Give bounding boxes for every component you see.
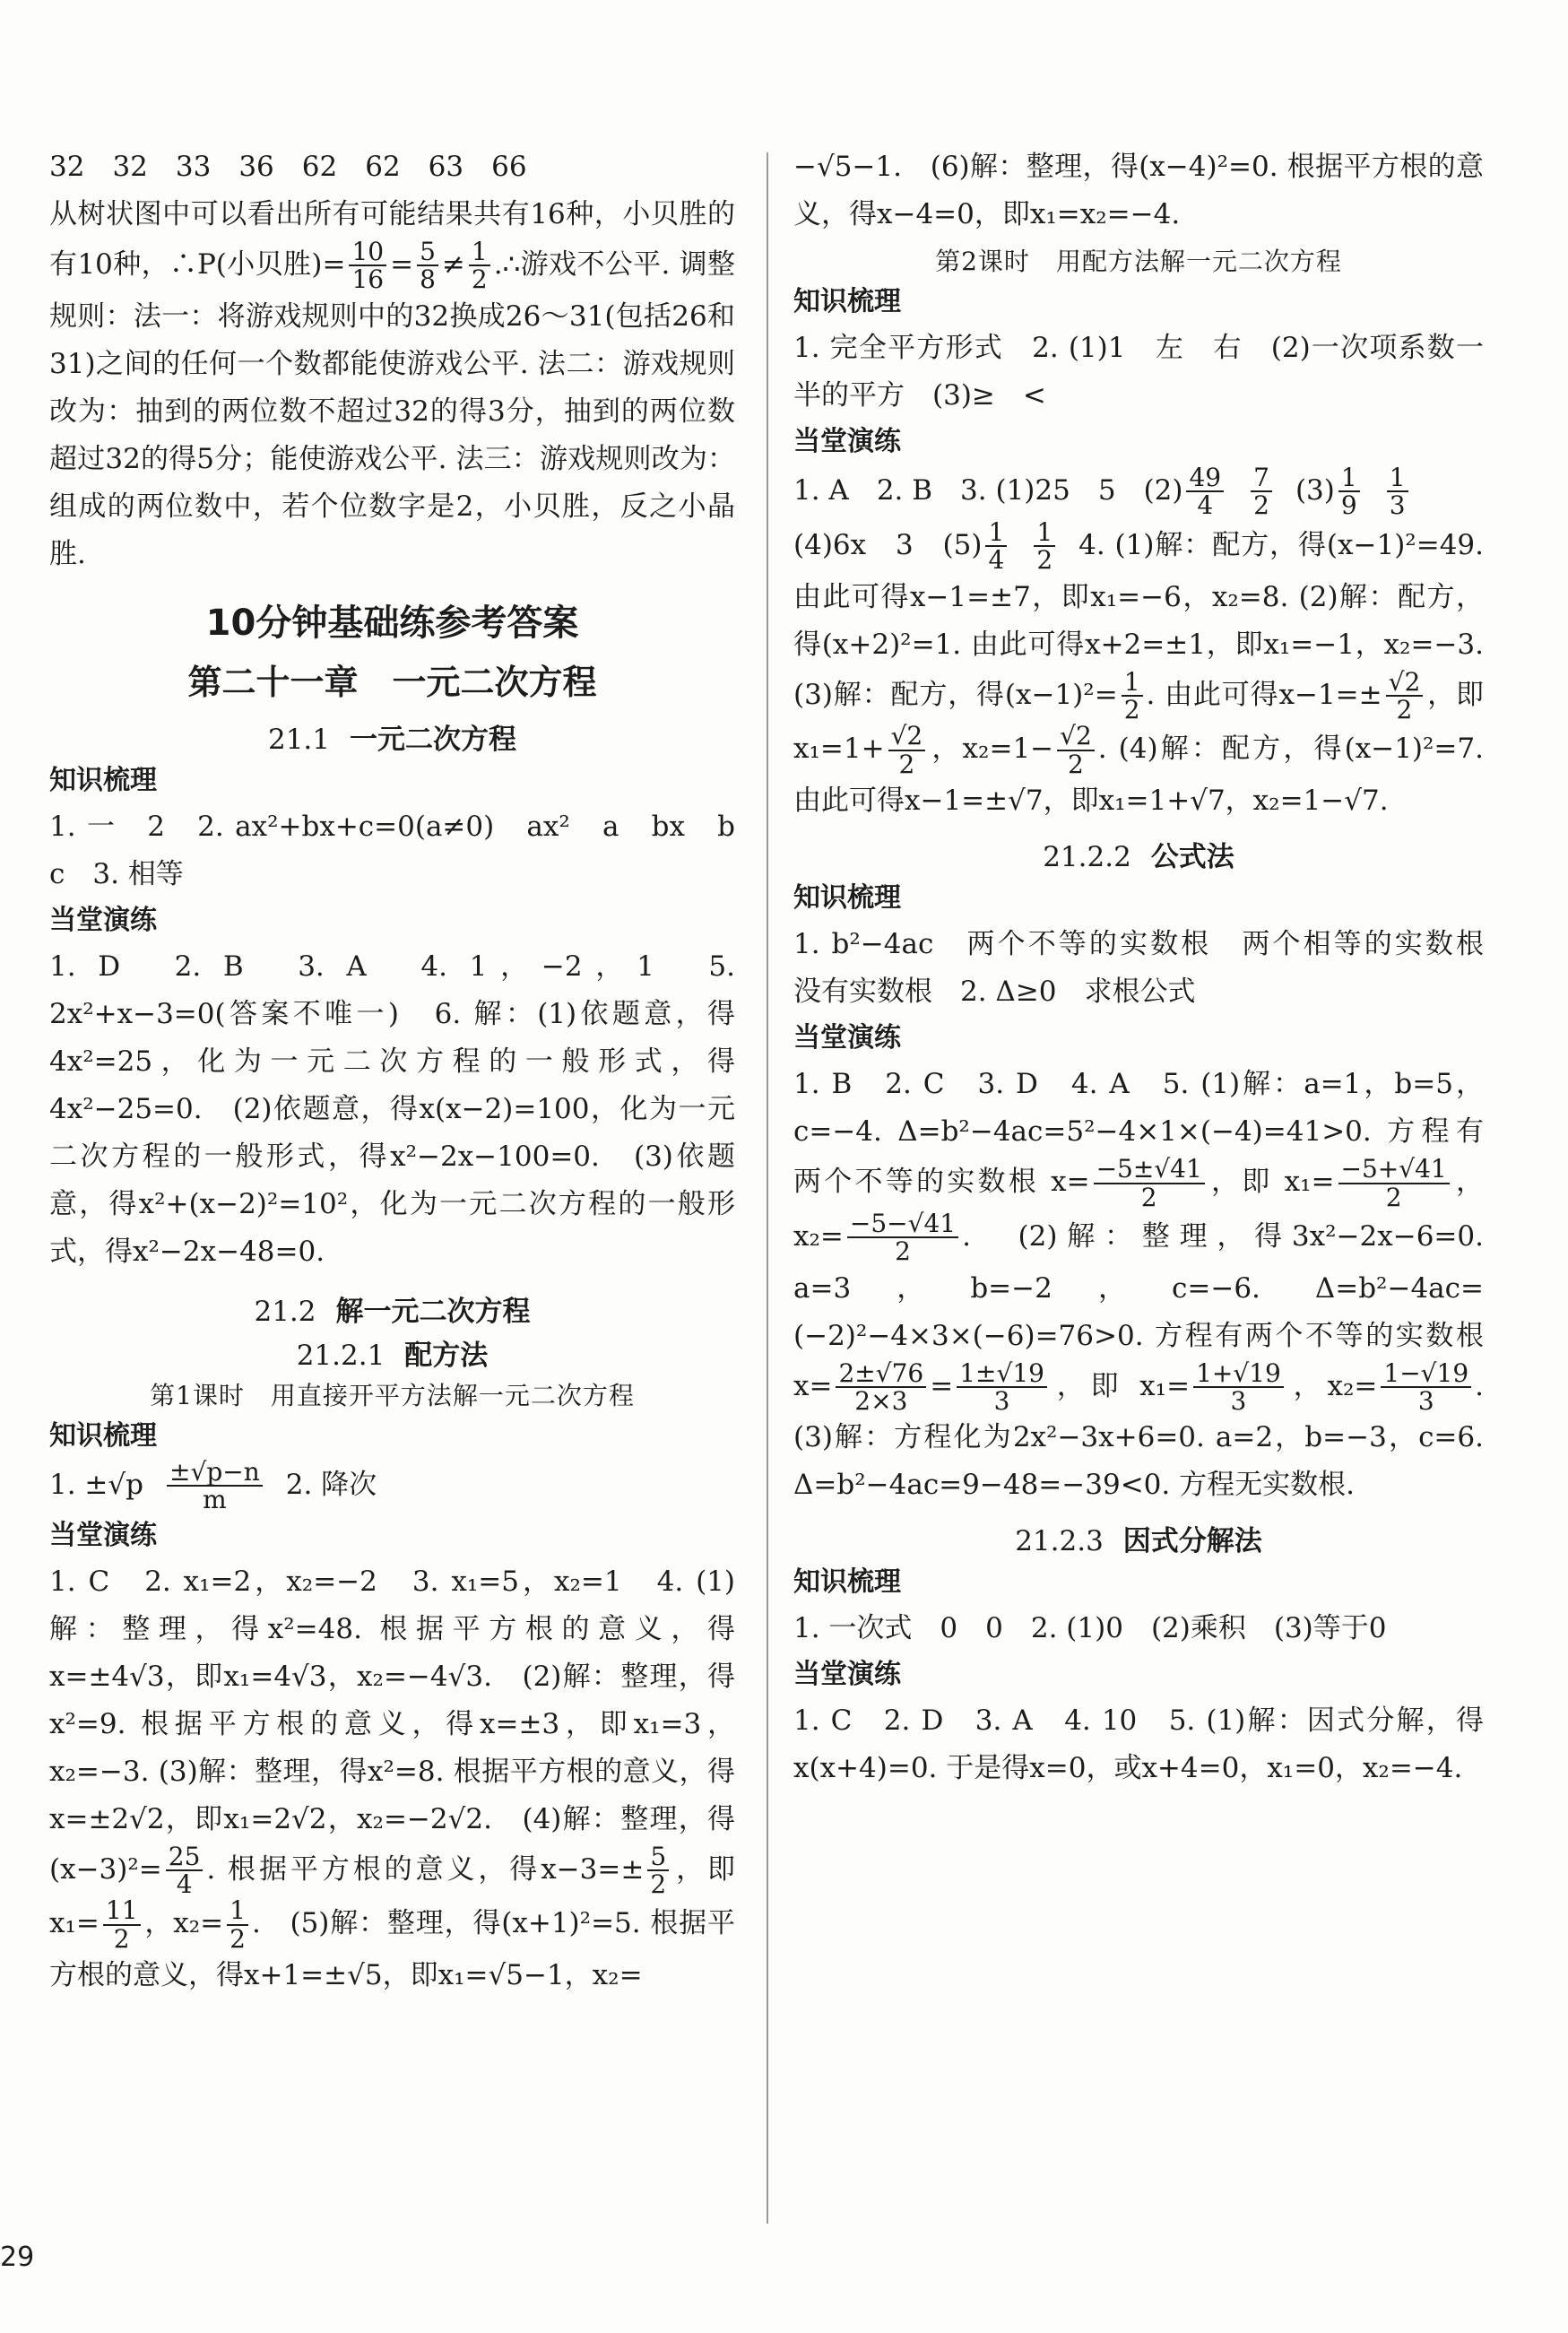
practice-tag: 当堂演练 — [49, 1519, 157, 1551]
practice-answers-21-1: 1. D 2. B 3. A 4. 1，−2，1 5. 2x²+x−3=0(答案不唯一) 6. 解：(1)依题意，得4x²=25，化为一元二次方程的一般形式，得4x²−25=0. (2)依题意，得x(x−2)=100，化为一元二次方程的一般形式，得x²−2x−100=0. (3)依题意，得x²+(x−2)²=10²，化为一元二次方程的一般形式，得x²−2x−48=0. — [49, 950, 735, 1268]
fraction: $\frac{1}{4}$ — [985, 519, 1007, 574]
fraction: $\frac{1}{3}$ — [1387, 464, 1408, 519]
game-fairness-answer: 从树状图中可以看出所有可能结果共有16种，小贝胜的有10种，∴P(小贝胜)= $\frac{10}{16}$ = $\frac{5}{8}$ ≠ $\frac{1}{2}$ .∴游戏不公平. 调整规则：法一：将游戏规则中的32换成26～31(包括26和31)之间的任何一个数都能使游戏公平. 法二：游戏规则改为：抽到的两位数不超过32的得3分，抽到的两位数超过32的得5分；能使游戏公平. 法三：游戏规则改为：组成的两位数中，若个位数字是2，小贝胜，反之小晶胜. — [49, 198, 735, 570]
knowledge-tag: 知识梳理 — [793, 882, 901, 915]
fraction: $\frac{49}{4}$ — [1186, 464, 1224, 519]
knowledge-tag: 知识梳理 — [793, 286, 901, 317]
chapter-heading: 第二十一章 一元二次方程 — [187, 662, 597, 702]
practice-tag: 当堂演练 — [793, 1022, 901, 1054]
knowledge-tag: 知识梳理 — [49, 764, 157, 796]
fraction: $\frac{-5-√41}{2}$ — [847, 1210, 958, 1265]
fraction: $\frac{√2}{2}$ — [1386, 669, 1424, 724]
fraction: $\frac{1}{2}$ — [469, 239, 490, 293]
fraction: $\frac{-5+√41}{2}$ — [1338, 1156, 1450, 1210]
fraction: $\frac{√2}{2}$ — [888, 723, 926, 777]
knowledge-answers-21-2-3: 1. 一次式 0 0 2. (1)0 (2)乘积 (3)等于0 — [793, 1612, 1387, 1645]
lesson-heading-2: 第2课时 用配方法解一元二次方程 — [935, 247, 1342, 276]
fraction: $\frac{7}{2}$ — [1251, 464, 1272, 519]
lesson-heading-1: 第1课时 用直接开平方法解一元二次方程 — [150, 1380, 635, 1410]
practice-answers-21-2-2: 1. B 2. C 3. D 4. A 5. (1)解：a=1，b=5，c=−4. Δ=b²−4ac=5²−4×1×(−4)=41>0. 方程有两个不等的实数根 x= $\frac{-5\pm√41}{2}$ ，即 x₁= $\frac{-5+√41}{2}$ ，x₂= $\frac{-5-√41}{2}$ . (2)解：整理，得3x²−2x−6=0. a=3，b=−2，c=−6. Δ=b²−4ac=(−2)²−4×3×(−6)=76>0. 方程有两个不等的实数根 x= $\frac{2\pm√76}{2\times 3}$ = $\frac{1\pm√19}{3}$ ，即 x₁= $\frac{1+√19}{3}$ ，x₂= $\frac{1-√19}{3}$ . (3)解：方程化为2x²−3x+6=0. a=2，b=−3，c=6. Δ=b²−4ac=9−48=−39<0. 方程无实数根. — [793, 1068, 1512, 1502]
fraction: $\frac{11}{2}$ — [103, 1897, 141, 1952]
fraction: $\frac{1+√19}{3}$ — [1193, 1360, 1284, 1415]
section-heading-21-2: 21.2 解一元二次方程 — [254, 1295, 531, 1328]
continued-answer: −√5−1. (6)解：整理，得(x−4)²=0. 根据平方根的意义，得x−4=0，即x₁=x₂=−4. — [793, 151, 1484, 230]
fraction: $\frac{5}{8}$ — [417, 239, 438, 293]
practice-answers-21-2-3: 1. C 2. D 3. A 4. 10 5. (1)解：因式分解，得x(x+4)=0. 于是得x=0，或x+4=0，x₁=0，x₂=−4. — [793, 1704, 1484, 1785]
fraction: $\frac{-5\pm√41}{2}$ — [1094, 1156, 1205, 1210]
knowledge-tag: 知识梳理 — [49, 1419, 157, 1452]
knowledge-tag: 知识梳理 — [793, 1566, 901, 1599]
right-column — [793, 143, 1512, 1792]
practice-tag: 当堂演练 — [49, 904, 157, 936]
column-divider — [767, 152, 768, 2224]
knowledge-answers-lesson-2: 1. 完全平方形式 2. (1)1 左 右 (2)一次项系数一半的平方 (3)≥ < — [793, 332, 1484, 412]
section-heading-21-2-2: 21.2.2 公式法 — [1043, 841, 1234, 874]
fraction: $\frac{10}{16}$ — [349, 239, 386, 293]
practice-answers-lesson-2: 1. A 2. B 3. (1)25 5 (2) $\frac{49}{4}$ $\frac{7}{2}$ (3) $\frac{1}{9}$ $\frac{1}{3}$ (4)6x 3 (5) $\frac{1}{4}$ $\frac{1}{2}$ 4. (1)解：配方，得(x−1)²=49. 由此可得x−1=±7，即x₁=−6，x₂=8. (2)解：配方，得(x+2)²=1. 由此可得x+2=±1，即x₁=−1，x₂=−3. (3)解：配方，得(x−1)²= $\frac{1}{2}$ . 由此可得x−1=± $\frac{√2}{2}$ ，即x₁=1+ $\frac{√2}{2}$ ，x₂=1− $\frac{√2}{2}$ . (4)解：配方，得(x−1)²=7. 由此可得x−1=±√7，即x₁=1+√7，x₂=1−√7. — [793, 463, 1512, 818]
knowledge-answers-lesson-1: 1. ±√p $\frac{\pm√p-n}{m}$ 2. 降次 — [49, 1456, 377, 1515]
fraction: $\frac{5}{2}$ — [647, 1843, 669, 1898]
fraction: $\frac{25}{4}$ — [166, 1843, 204, 1898]
fraction: $\frac{1-√19}{3}$ — [1381, 1360, 1471, 1415]
fraction: $\frac{\pm√p-n}{m}$ — [167, 1459, 263, 1513]
answer-key-title: 10分钟基础练参考答案 — [205, 602, 579, 644]
knowledge-answers-21-1: 1. 一 2 2. ax²+bx+c=0(a≠0) ax² a bx b c 3. 相等 — [49, 810, 763, 890]
fraction: $\frac{1}{2}$ — [227, 1897, 248, 1952]
fraction: $\frac{2\pm√76}{2\times 3}$ — [836, 1360, 926, 1415]
fraction: $\frac{1\pm√19}{3}$ — [957, 1360, 1047, 1415]
section-heading-21-1: 21.1 一元二次方程 — [267, 723, 517, 756]
fraction: $\frac{1}{9}$ — [1338, 464, 1360, 519]
section-heading-21-2-3: 21.2.3 因式分解法 — [1015, 1525, 1262, 1558]
fraction: $\frac{√2}{2}$ — [1057, 723, 1095, 777]
fraction: $\frac{1}{2}$ — [1122, 669, 1143, 724]
practice-tag: 当堂演练 — [793, 1659, 901, 1691]
knowledge-answers-21-2-2: 1. b²−4ac 两个不等的实数根 两个相等的实数根 没有实数根 2. Δ≥0 求根公式 — [793, 928, 1512, 1009]
tree-numbers: 32 32 33 36 62 62 63 66 — [49, 151, 527, 183]
page-number: 29 — [0, 2242, 35, 2273]
practice-answers-lesson-1: 1. C 2. x₁=2，x₂=−2 3. x₁=5，x₂=1 4. (1)解：整理，得x²=48. 根据平方根的意义，得x=±4√3，即x₁=4√3，x₂=−4√3. (2)解：整理，得x²=9. 根据平方根的意义，得x=±3，即x₁=3，x₂=−3. (3)解：整理，得x²=8. 根据平方根的意义，得x=±2√2，即x₁=2√2，x₂=−2√2. (4)解：整理，得(x−3)²= $\frac{25}{4}$ . 根据平方根的意义，得x−3=± $\frac{5}{2}$ ，即x₁= $\frac{11}{2}$ ，x₂= $\frac{1}{2}$ . (5)解：整理，得(x+1)²=5. 根据平方根的意义，得x+1=±√5，即x₁=√5−1，x₂= — [49, 1565, 736, 1992]
section-heading-21-2-1: 21.2.1 配方法 — [296, 1339, 489, 1372]
fraction: $\frac{1}{2}$ — [1034, 519, 1055, 574]
practice-tag: 当堂演练 — [793, 426, 901, 457]
left-column — [49, 143, 763, 1999]
